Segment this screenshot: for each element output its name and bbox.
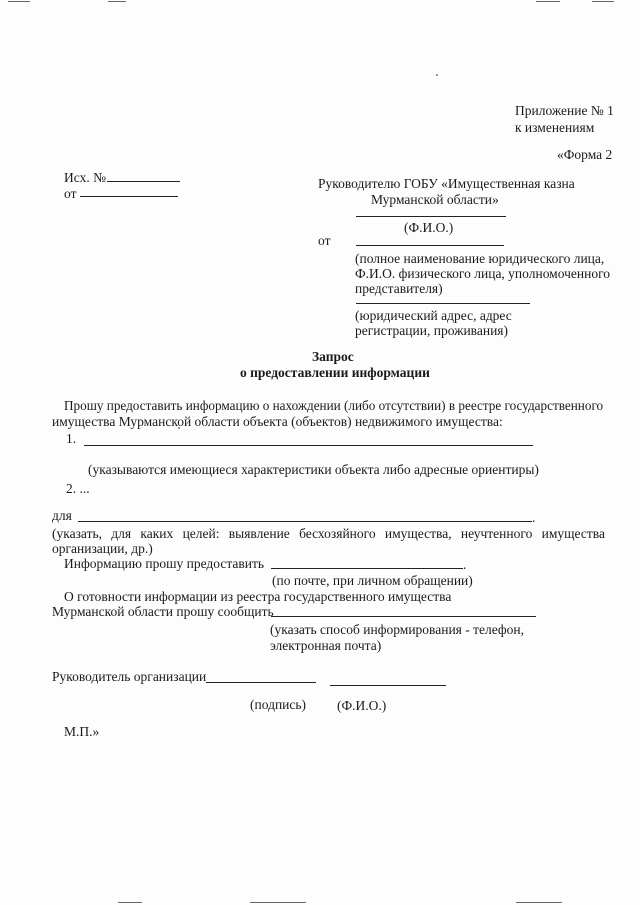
- caption-word: каких: [140, 526, 174, 541]
- caption-word: бесхозяйного: [299, 526, 376, 541]
- form-label: «Форма 2: [557, 147, 613, 162]
- delivery-end-dot: .: [463, 557, 467, 572]
- delivery-field[interactable]: [271, 568, 463, 569]
- applicant-address-field[interactable]: [356, 303, 530, 304]
- item-1-number: 1.: [66, 431, 77, 446]
- outgoing-date-field[interactable]: [80, 196, 178, 197]
- addressee-line-2: Мурманской области»: [371, 192, 499, 207]
- from-label: от: [318, 233, 331, 248]
- scan-edge-top-left: [8, 1, 30, 2]
- item-1-field[interactable]: [84, 445, 533, 446]
- readiness-line-1: О готовности информации из реестра государственного имущества: [64, 589, 452, 604]
- outgoing-number-field[interactable]: [107, 181, 180, 182]
- purpose-caption-line-2: организации, др.): [52, 541, 153, 556]
- applicant-name-caption-1: (полное наименование юридического лица,: [355, 251, 605, 266]
- scan-speck: [436, 74, 438, 76]
- caption-word: целей:: [182, 526, 220, 541]
- delivery-label: Информацию прошу предоставить: [64, 556, 265, 571]
- outgoing-date-label: от: [64, 186, 77, 201]
- intro-line-2: имущества Мурманской области объекта (объектов) недвижимого имущества:: [52, 414, 503, 429]
- caption-word: имущества,: [384, 526, 452, 541]
- readiness-caption-1: (указать способ информирования - телефон,: [270, 622, 525, 637]
- applicant-name-caption-3: представителя): [355, 281, 443, 296]
- scan-edge-top-far-right: [592, 1, 614, 2]
- head-of-organization-label: Руководитель организации: [52, 669, 207, 684]
- applicant-address-caption-1: (юридический адрес, адрес: [355, 308, 512, 323]
- readiness-caption-2: электронная почта): [270, 638, 382, 653]
- purpose-label: для: [52, 508, 72, 523]
- readiness-line-2: Мурманской области прошу сообщить: [52, 604, 274, 619]
- caption-word: неучтенного: [460, 526, 533, 541]
- purpose-field[interactable]: [78, 521, 532, 522]
- signature-fio-caption: (Ф.И.О.): [337, 698, 387, 713]
- purpose-end-dot: .: [532, 510, 536, 525]
- item-1-caption: (указываются имеющиеся характеристики объекта либо адресные ориентиры): [88, 462, 539, 477]
- signature-caption: (подпись): [250, 697, 307, 712]
- signature-field[interactable]: [206, 682, 316, 683]
- readiness-field[interactable]: [271, 616, 536, 617]
- appendix-line-1: Приложение № 1: [515, 103, 614, 118]
- scan-edge-bottom-left: [118, 902, 142, 903]
- scan-edge-top-mid: [108, 1, 126, 2]
- appendix-line-2: к изменениям: [515, 120, 595, 135]
- outgoing-number-label: Исх. №: [64, 170, 106, 185]
- intro-line-1: Прошу предоставить информацию о нахождении (либо отсутствии) в реестре государственного: [64, 398, 604, 413]
- caption-word: для: [111, 526, 132, 541]
- caption-word: выявление: [228, 526, 290, 541]
- scan-edge-bottom-right: [516, 902, 562, 903]
- signature-fio-field[interactable]: [330, 685, 446, 686]
- request-title: Запрос: [312, 349, 354, 364]
- applicant-name-caption-2: Ф.И.О. физического лица, уполномоченного: [355, 266, 611, 281]
- scan-edge-top-right: [536, 1, 560, 2]
- addressee-fio-field[interactable]: [356, 216, 506, 217]
- item-2-number: 2. ...: [66, 481, 90, 496]
- caption-word: (указать,: [52, 526, 102, 541]
- scan-edge-bottom-mid: [250, 902, 306, 903]
- caption-word: имущества: [541, 526, 605, 541]
- delivery-caption: (по почте, при личном обращении): [272, 573, 473, 588]
- addressee-line-1: Руководителю ГОБУ «Имущественная казна: [318, 176, 575, 191]
- applicant-name-field[interactable]: [356, 245, 504, 246]
- stamp-place-label: М.П.»: [64, 724, 100, 739]
- request-subtitle: о предоставлении информации: [240, 365, 430, 380]
- addressee-fio-caption: (Ф.И.О.): [404, 220, 454, 235]
- applicant-address-caption-2: регистрации, проживания): [355, 323, 509, 338]
- purpose-caption-line-1: [52, 526, 605, 542]
